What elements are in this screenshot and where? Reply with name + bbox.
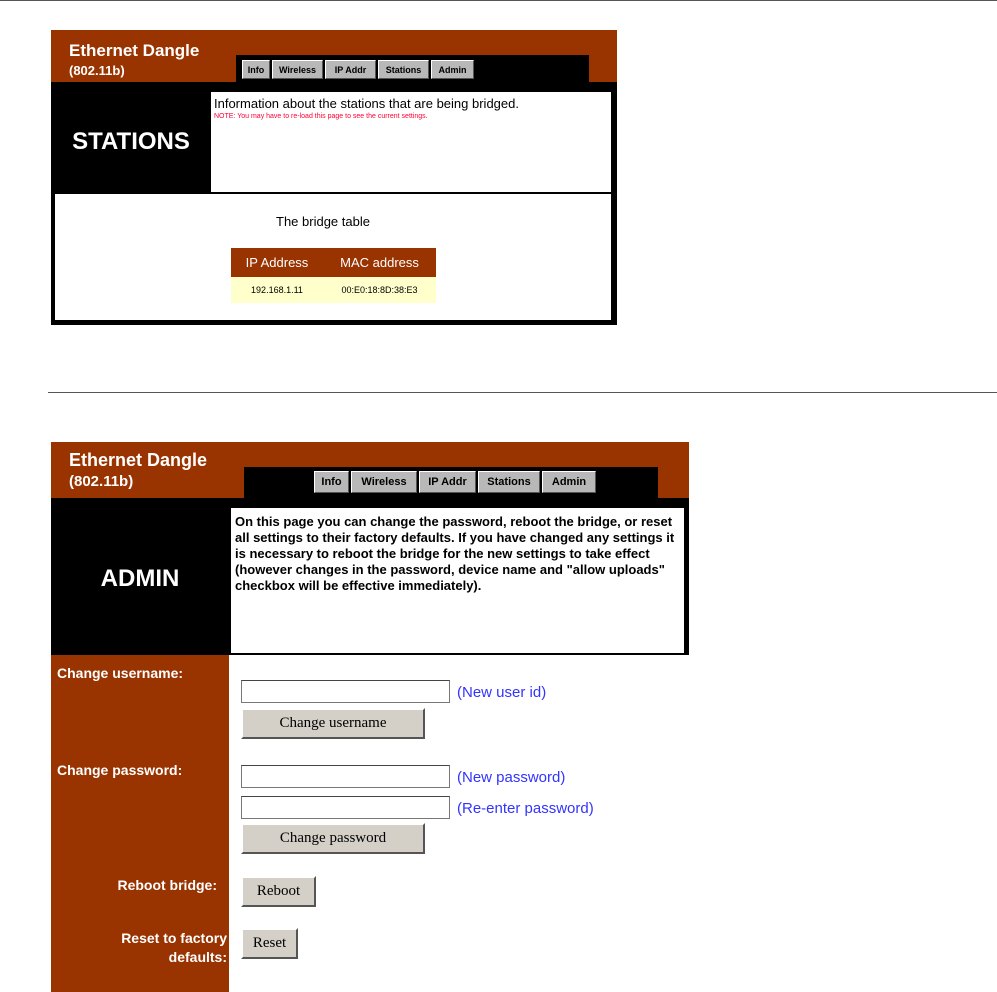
stations-screenshot <box>51 30 617 325</box>
device-subtitle: (802.11b) <box>69 63 125 78</box>
reenter-password-hint: (Re-enter password) <box>457 800 594 817</box>
tab-admin[interactable]: Admin <box>431 60 474 79</box>
change-password-label: Change password: <box>57 762 183 778</box>
reboot-button[interactable]: Reboot <box>241 876 316 907</box>
tab-bar <box>244 467 658 498</box>
tab-stations[interactable]: Stations <box>478 471 540 493</box>
table-header-row <box>231 248 436 277</box>
divider-middle <box>48 392 997 393</box>
info-box <box>211 92 611 192</box>
bridge-section <box>55 194 611 320</box>
username-input[interactable] <box>241 680 450 703</box>
reboot-bridge-label: Reboot bridge: <box>117 877 217 893</box>
admin-screenshot <box>51 442 689 992</box>
reenter-password-input[interactable] <box>241 796 450 819</box>
tab-info[interactable]: Info <box>242 60 270 79</box>
tab-wireless[interactable]: Wireless <box>351 471 417 493</box>
info-text: On this page you can change the password, reboot the bridge, or reset all settings to their factory defaults. If you have changed any settings it is necessary to reboot the bridge for the new settings to take effect (however changes in the password, device name and "allow uploads" checkbox will be effective immediately). <box>229 506 686 655</box>
device-title: Ethernet Dangle <box>69 41 200 60</box>
reset-button[interactable]: Reset <box>241 928 298 959</box>
reset-factory-label: Reset to factory defaults: <box>121 930 227 965</box>
divider-top <box>0 0 997 1</box>
new-password-hint: (New password) <box>457 769 566 786</box>
cell-mac: 00:E0:18:8D:38:E3 <box>323 277 436 303</box>
column-header-mac: MAC address <box>323 248 436 277</box>
change-username-button[interactable]: Change username <box>241 708 425 739</box>
note-text: NOTE: You may have to re-load this page to see the current settings. <box>214 113 428 120</box>
tab-ip-addr[interactable]: IP Addr <box>325 60 376 79</box>
tab-admin[interactable]: Admin <box>542 471 596 493</box>
info-text: Information about the stations that are being bridged. <box>214 96 519 111</box>
cell-ip: 192.168.1.11 <box>231 277 323 303</box>
bridge-table-caption: The bridge table <box>276 214 370 229</box>
new-password-input[interactable] <box>241 765 450 788</box>
change-password-button[interactable]: Change password <box>241 823 425 854</box>
tab-wireless[interactable]: Wireless <box>272 60 323 79</box>
label-column <box>51 655 229 992</box>
tab-stations[interactable]: Stations <box>378 60 429 79</box>
tab-info[interactable]: Info <box>314 471 349 493</box>
device-title: Ethernet Dangle <box>69 450 208 470</box>
admin-form <box>229 655 689 992</box>
page-title: STATIONS <box>72 128 190 155</box>
page-title: ADMIN <box>100 564 180 592</box>
tab-bar <box>236 55 589 82</box>
bridge-table <box>231 248 436 303</box>
change-username-label: Change username: <box>57 665 184 681</box>
new-user-id-hint: (New user id) <box>457 684 547 701</box>
column-header-ip: IP Address <box>231 248 323 277</box>
device-subtitle: (802.11b) <box>69 473 134 490</box>
table-row <box>231 277 436 303</box>
tab-ip-addr[interactable]: IP Addr <box>419 471 476 493</box>
